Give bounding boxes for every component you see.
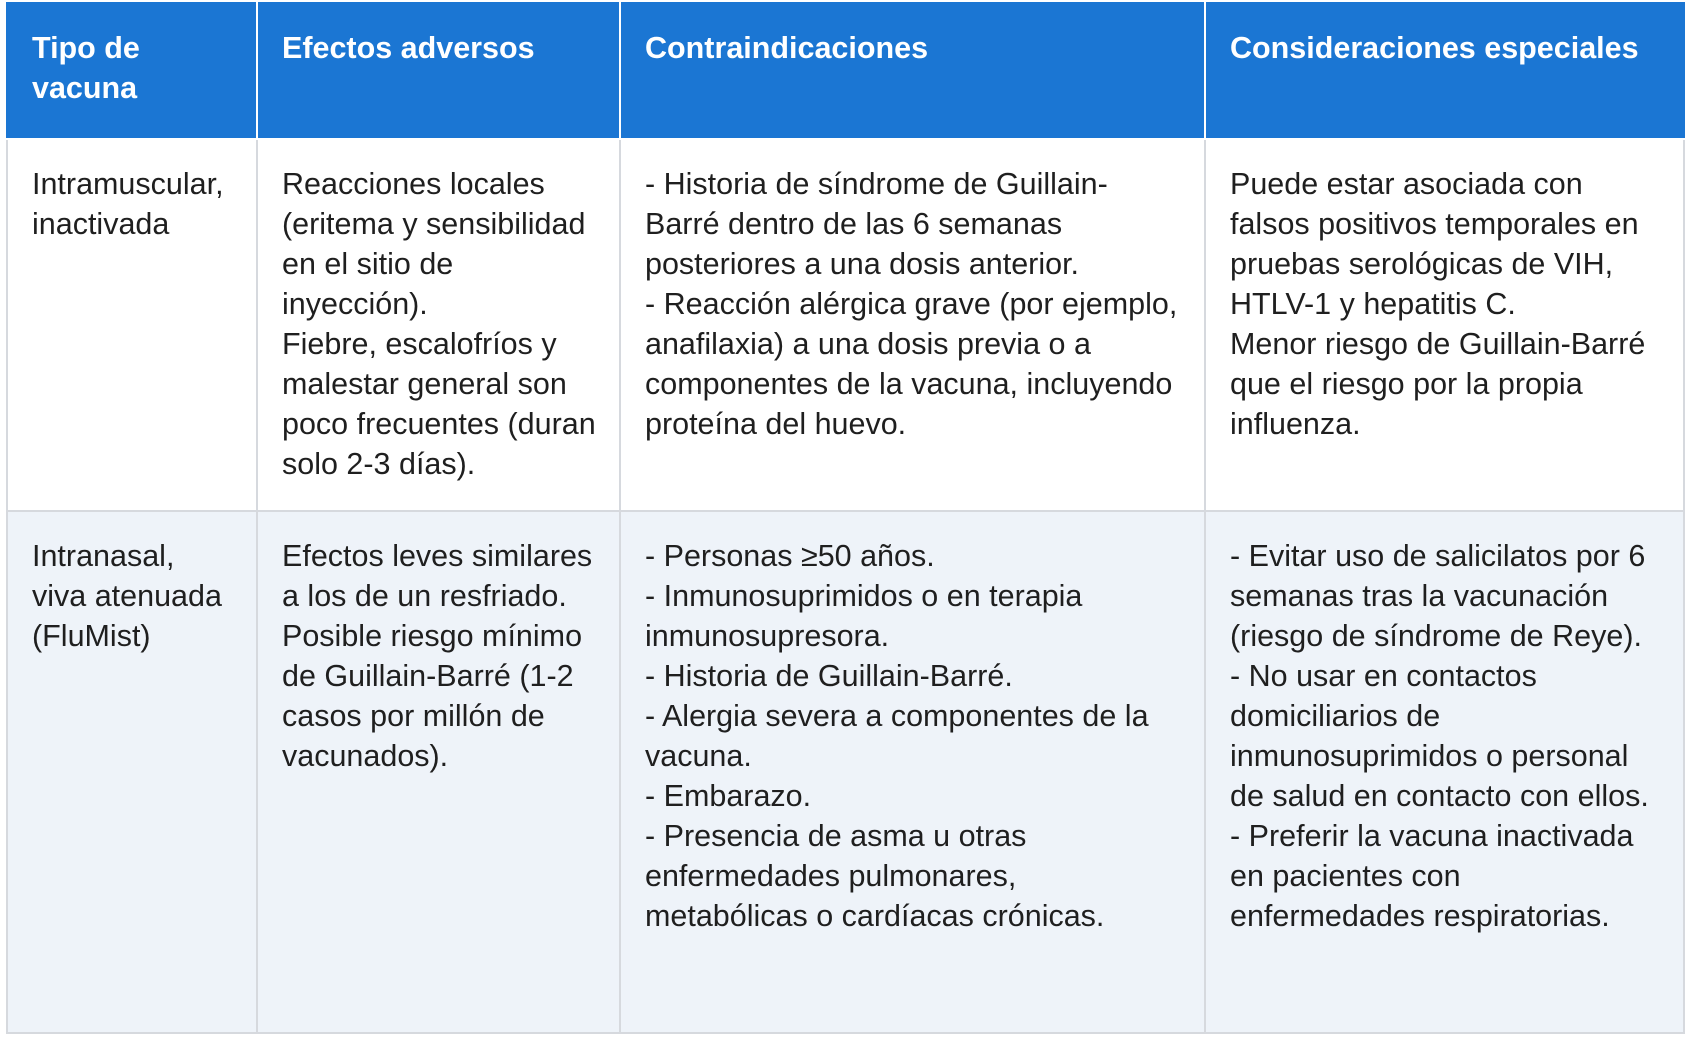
cell-consideraciones: Puede estar asociada con falsos positivos temporales en pruebas serológicas de VIH, HTLV-1 y hepatitis C. Menor riesgo de Guillain-Barré que el riesgo por la propia influenza. <box>1205 139 1684 511</box>
cell-efectos: Efectos leves similares a los de un resfriado. Posible riesgo mínimo de Guillain-Barré (1-2 casos por millón de vacunados). <box>257 511 620 1033</box>
table-row <box>7 139 1684 511</box>
cell-consideraciones: - Evitar uso de salicilatos por 6 semanas tras la vacunación (riesgo de síndrome de Reye). - No usar en contactos domiciliarios de inmunosuprimidos o personal de salud en contacto con ellos. - Preferir la vacuna inactivada en pacientes con enfermedades respiratorias. <box>1205 511 1684 1033</box>
table-row <box>7 511 1684 1033</box>
cell-tipo: Intranasal, viva atenuada (FluMist) <box>7 511 257 1033</box>
table-header <box>7 3 1684 139</box>
table-body <box>7 139 1684 1033</box>
cell-efectos: Reacciones locales (eritema y sensibilidad en el sitio de inyección). Fiebre, escalofríos y malestar general son poco frecuentes (duran solo 2-3 días). <box>257 139 620 511</box>
header-tipo-de-vacuna: Tipo de vacuna <box>7 3 257 139</box>
cell-tipo: Intramuscular, inactivada <box>7 139 257 511</box>
header-efectos-adversos: Efectos adversos <box>257 3 620 139</box>
header-row <box>7 3 1684 139</box>
header-contraindicaciones: Contraindicaciones <box>620 3 1205 139</box>
header-consideraciones-especiales: Consideraciones especiales <box>1205 3 1684 139</box>
vaccine-comparison-table <box>6 2 1685 1034</box>
cell-contraindicaciones: - Historia de síndrome de Guillain-Barré dentro de las 6 semanas posteriores a una dosis anterior. - Reacción alérgica grave (por ejemplo, anafilaxia) a una dosis previa o a componentes de la vacuna, incluyendo proteína del huevo. <box>620 139 1205 511</box>
cell-contraindicaciones: - Personas ≥50 años. - Inmunosuprimidos o en terapia inmunosupresora. - Historia de Guillain-Barré. - Alergia severa a componentes de la vacuna. - Embarazo. - Presencia de asma u otras enfermedades pulmonares, metabólicas o cardíacas crónicas. <box>620 511 1205 1033</box>
